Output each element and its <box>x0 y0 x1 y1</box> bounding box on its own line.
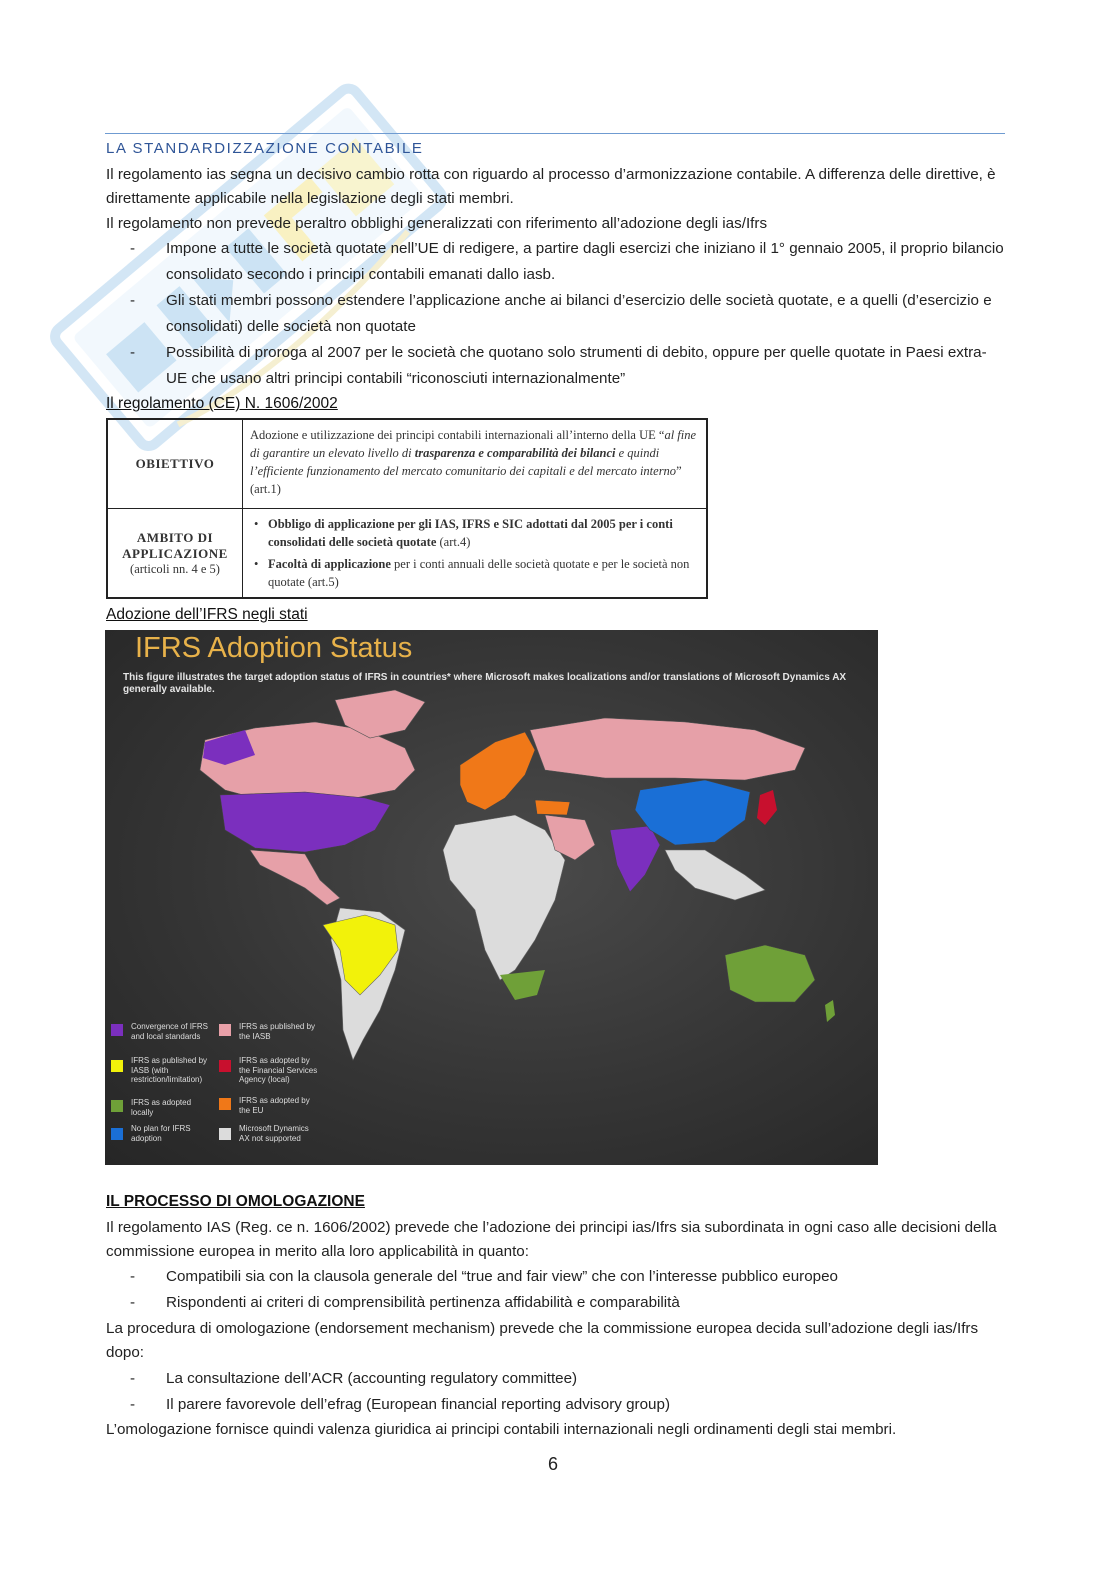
europe-region <box>460 732 535 810</box>
objective-text <box>250 426 700 498</box>
om-paragraph-3: L’omologazione fornisce quindi valenza giuridica ai principi contabili internazionali negli ordinamenti degli stai membri. <box>106 1421 897 1438</box>
page-number: 6 <box>548 1454 559 1474</box>
ifrs-adoption-map <box>105 630 878 1165</box>
omologazione-heading: IL PROCESSO DI OMOLOGAZIONE <box>106 1193 365 1210</box>
bullet-text: Possibilità di proroga al 2007 per le società che quotano solo strumenti di debito, oppure per quelle quotate in Paesi extra-UE che usano altri principi contabili “riconosciuti internazionalmente” <box>166 344 987 387</box>
bullet-text: Compatibili sia con la clausola generale del “true and fair view” che con l’interesse pubblico europeo <box>166 1268 839 1285</box>
bullet-dash: - <box>130 1294 136 1311</box>
scope-bullet-bold: Facoltà di applicazione <box>268 557 391 571</box>
legend-label: IFRS as adopted by the Financial Services Agency (local) <box>239 1056 318 1084</box>
legend-swatch <box>111 1128 123 1140</box>
legend-label: IFRS as adopted locally <box>131 1098 192 1117</box>
objective-label: OBIETTIVO <box>135 456 215 471</box>
legend-label: IFRS as published by IASB (with restriction/limitation) <box>131 1056 208 1084</box>
table-label-cell <box>108 420 243 508</box>
regulation-heading: Il regolamento (CE) N. 1606/2002 <box>106 395 338 412</box>
intro-paragraph-1: Il regolamento ias segna un decisivo cambio rotta con riguardo al processo d’armonizzazione contabile. A differenza delle direttive, è direttamente applicabile nella legislazione degli stati membri. <box>106 166 996 207</box>
africa-region <box>443 815 565 980</box>
japan-region <box>757 790 777 825</box>
table-row <box>108 509 706 597</box>
se-asia-region <box>665 850 765 900</box>
bullet-text: La consultazione dell’ACR (accounting regulatory committee) <box>166 1370 578 1387</box>
objective-text-bold-italic: trasparenza e comparabilità dei bilanci <box>414 446 616 460</box>
legend-swatch <box>111 1024 123 1036</box>
om-paragraph-2: La procedura di omologazione (endorsement mechanism) prevede che la commissione europea decida sull’adozione degli ias/Ifrs dopo: <box>106 1320 979 1361</box>
table-row <box>108 420 706 509</box>
scope-bullet-rest: (art.4) <box>436 535 471 549</box>
australia-region <box>725 945 815 1002</box>
legend-label: Microsoft Dynamics AX not supported <box>239 1124 309 1143</box>
scope-text <box>250 515 700 595</box>
map-title: IFRS Adoption Status <box>135 632 413 664</box>
scope-bullet <box>250 515 700 551</box>
scope-bullet <box>250 555 700 591</box>
bullet-dash: - <box>130 240 136 257</box>
table-label-cell <box>108 509 243 597</box>
map-subtitle: This figure illustrates the target adoption status of IFRS in countries* where Microsoft makes localizations and/or translations of Microsoft Dynamics AX generally available. <box>123 672 847 695</box>
bullet-dash: - <box>130 344 136 361</box>
ifrs-heading: Adozione dell’IFRS negli stati <box>106 606 308 623</box>
scope-bullet-rest: per i conti annuali delle società quotate e per le società non quotate (art.5) <box>268 557 690 589</box>
scope-bullet-bold: Obbligo di applicazione per gli IAS, IFRS e SIC adottati dal 2005 per i conti consolidati delle società quotate <box>268 517 673 549</box>
om-paragraph-1: Il regolamento IAS (Reg. ce n. 1606/2002) prevede che l’adozione dei principi ias/Ifrs sia subordinata in ogni caso alle decisioni della commissione europea in merito alla loro applicabilità in quanto: <box>106 1219 997 1260</box>
bullet-dash: - <box>130 292 136 309</box>
mexico-region <box>250 850 340 905</box>
new-zealand-region <box>825 1000 835 1022</box>
objective-text-italic: e quindi l’efficiente funzionamento del mercato comunitario dei capitali e del mercato interno <box>250 446 677 478</box>
bullet-text: Rispondenti ai criteri di comprensibilità pertinenza affidabilità e comparabilità <box>166 1294 680 1311</box>
bullet-text: Il parere favorevole dell’efrag (European financial reporting advisory group) <box>166 1396 670 1413</box>
legend-swatch <box>219 1098 231 1110</box>
bullet-dash: - <box>130 1370 136 1387</box>
legend-swatch <box>111 1060 123 1072</box>
india-region <box>610 826 660 892</box>
scope-label-3: (articoli nn. 4 e 5) <box>130 561 220 576</box>
section-title: LA STANDARDIZZAZIONE CONTABILE <box>106 140 424 157</box>
intro-paragraph-2: Il regolamento non prevede peraltro obblighi generalizzati con riferimento all’adozione degli ias/Ifrs <box>106 215 768 232</box>
legend-swatch <box>219 1024 231 1036</box>
legend-swatch <box>111 1100 123 1112</box>
legend-swatch <box>219 1060 231 1072</box>
header-rule <box>105 133 1005 134</box>
regulation-table <box>106 418 708 599</box>
scope-label-2: APPLICAZIONE <box>122 545 228 561</box>
bullet-text: Gli stati membri possono estendere l’applicazione anche ai bilanci d’esercizio delle società quotate, e a quelli (d’esercizio e consolidati) delle società non quotate <box>166 292 992 335</box>
bullet-dash: - <box>130 1396 136 1413</box>
legend-label: IFRS as published by the IASB <box>239 1022 316 1041</box>
south-africa-region <box>500 970 545 1000</box>
russia-region <box>530 718 805 780</box>
legend-label: Convergence of IFRS and local standards <box>131 1022 208 1041</box>
usa-region <box>220 792 390 852</box>
objective-text-part: Adozione e utilizzazione dei principi contabili internazionali all’interno della UE “ <box>250 428 665 442</box>
legend-swatch <box>219 1128 231 1140</box>
turkey-region <box>535 800 570 815</box>
legend-label: No plan for IFRS adoption <box>131 1124 191 1143</box>
map-legend <box>111 1020 331 1160</box>
objective-text-italic: al fine di garantire un elevato livello di <box>250 428 697 460</box>
scope-label-1: AMBITO DI <box>136 529 214 545</box>
legend-label: IFRS as adopted by the EU <box>239 1096 310 1115</box>
bullet-dash: - <box>130 1268 136 1285</box>
bullet-text: Impone a tutte le società quotate nell’UE di redigere, a partire dagli esercizi che iniziano il 1° gennaio 2005, il proprio bilancio consolidato secondo i principi contabili emanati dallo iasb. <box>166 240 1004 283</box>
objective-text-part: ” (art.1) <box>250 464 682 496</box>
